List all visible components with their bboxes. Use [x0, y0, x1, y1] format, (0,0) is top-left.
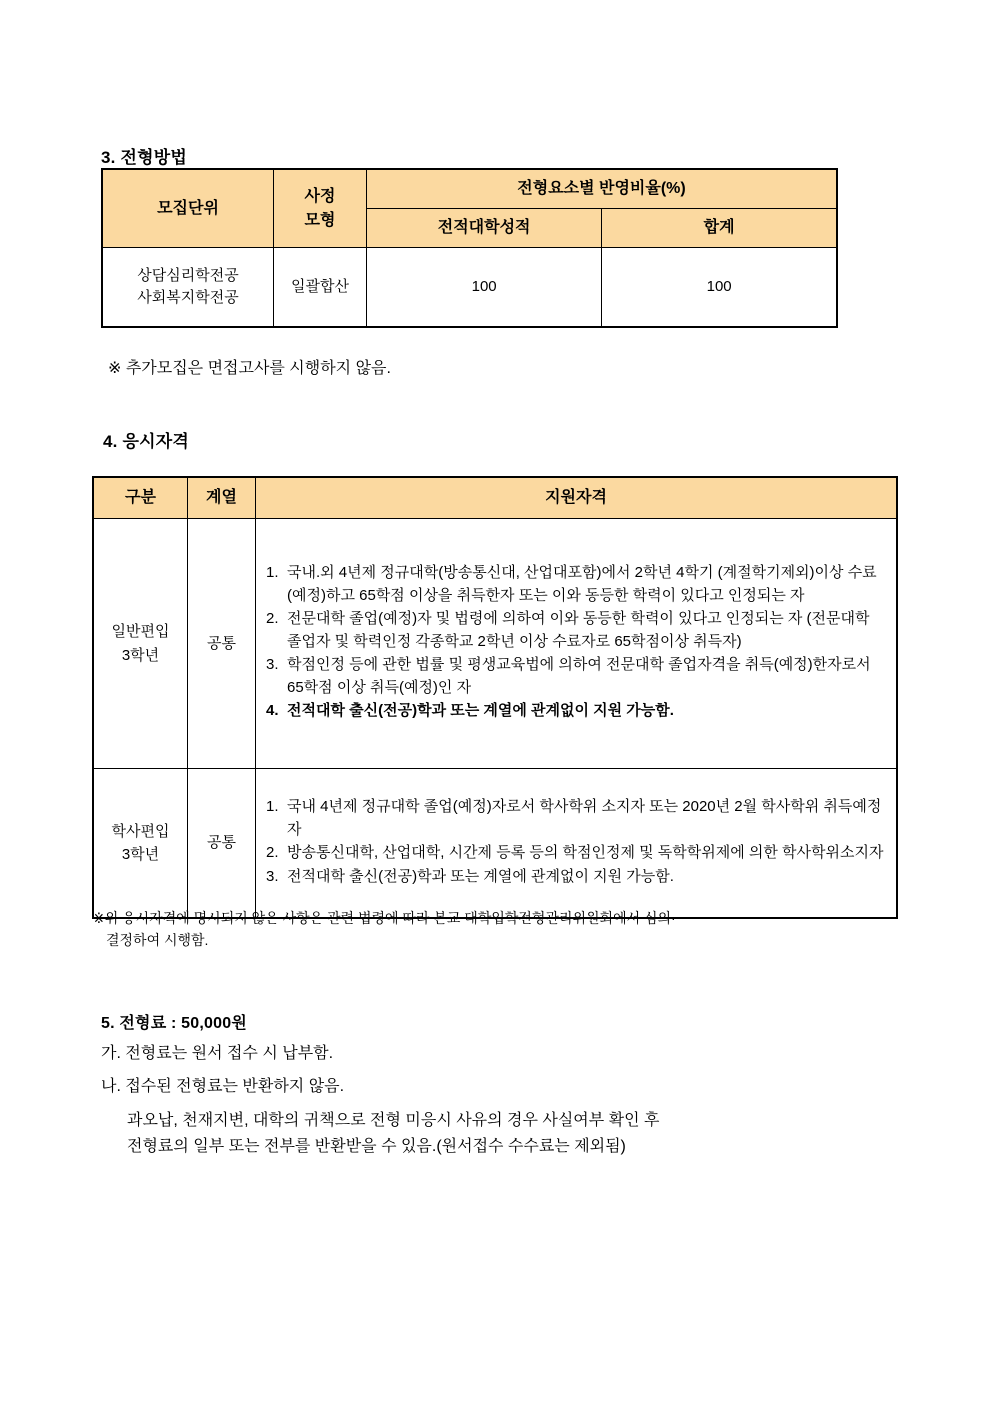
list-item	[266, 608, 888, 653]
cell-qualification-bachelor	[256, 769, 898, 919]
cell-selection-model: 일괄합산	[274, 248, 367, 328]
header-category: 구분	[93, 477, 188, 519]
cell-qualification-general	[256, 519, 898, 769]
fee-refund-line1: 과오납, 천재지변, 대학의 귀책으로 전형 미응시 사유의 경우 사실여부 확인 후	[127, 1112, 660, 1129]
fee-item-b: 나. 접수된 전형료는 반환하지 않음.	[101, 1078, 345, 1095]
cell-category-general-transfer	[93, 519, 188, 769]
list-item	[266, 796, 888, 841]
qualification-list	[266, 796, 888, 888]
cell-category-line1: 일반편입	[111, 623, 170, 641]
header-selection-model	[274, 169, 367, 248]
cell-recruit-unit-line1: 상담심리학전공	[137, 266, 239, 284]
section-heading-fee: 5. 전형료 : 50,000원	[101, 1015, 247, 1032]
list-item-number: 2.	[266, 610, 279, 628]
list-item-number: 3.	[266, 656, 279, 674]
table-row	[93, 769, 897, 919]
cell-total: 100	[602, 248, 837, 328]
eligibility-footnote-line1: ※위 응시자격에 명시되지 않은 사항은 관련 법령에 따라 본교 대학입학전형관리위원회에서 심의·	[93, 910, 676, 926]
section-heading-eligibility: 4. 응시자격	[103, 432, 189, 451]
header-total: 합계	[602, 209, 837, 248]
list-item-text: 학점인정 등에 관한 법률 및 평생교육법에 의하여 전문대학 졸업자격을 취득(예정)한자로서 65학점 이상 취득(예정)인 자	[287, 656, 871, 696]
list-item	[266, 866, 888, 889]
cell-category-line2: 3학년	[121, 646, 160, 664]
list-item-number: 2.	[266, 844, 279, 861]
eligibility-footnote	[93, 908, 913, 951]
table-row	[93, 519, 897, 769]
list-item-text: 국내 4년제 정규대학 졸업(예정)자로서 학사학위 소지자 또는 2020년 2월 학사학위 취득예정자	[287, 798, 882, 838]
list-item-number: 1.	[266, 564, 279, 582]
list-item	[266, 562, 888, 607]
list-item-number: 3.	[266, 867, 279, 885]
list-item	[266, 842, 888, 865]
list-item-text: 전적대학 출신(전공)학과 또는 계열에 관계없이 지원 가능함.	[287, 702, 674, 720]
header-qualification: 지원자격	[256, 477, 898, 519]
table-row	[102, 169, 837, 209]
header-selection-model-line2: 모형	[304, 211, 336, 229]
header-track: 계열	[188, 477, 256, 519]
fee-item-a: 가. 전형료는 원서 접수 시 납부함.	[101, 1045, 334, 1062]
table-row	[102, 248, 837, 328]
cell-track-general: 공통	[188, 519, 256, 769]
cell-recruit-unit	[102, 248, 274, 328]
cell-category-line2: 3학년	[121, 846, 160, 863]
list-item	[266, 700, 888, 723]
cell-category-line1: 학사편입	[111, 822, 170, 840]
header-selection-model-line1: 사정	[304, 188, 336, 206]
list-item	[266, 654, 888, 699]
list-item-text: 국내.외 4년제 정규대학(방송통신대, 산업대포함)에서 2학년 4학기 (계절학기제외)이상 수료(예정)하고 65학점 이상을 취득한자 또는 이와 동등한 학력이 있다고 인정되는 자	[287, 564, 877, 604]
cell-recruit-unit-line2: 사회복지학전공	[137, 289, 239, 306]
list-item-text: 방송통신대학, 산업대학, 시간제 등록 등의 학점인정제 및 독학학위제에 의한 학사학위소지자	[287, 844, 884, 861]
list-item-text: 전문대학 졸업(예정)자 및 법령에 의하여 이와 동등한 학력이 있다고 인정되는 자 (전문대학 졸업자 및 학력인정 각종학교 2학년 이상 수료자로 65학점이상 취득자)	[287, 610, 870, 650]
method-note: ※ 추가모집은 면접고사를 시행하지 않음.	[108, 360, 391, 377]
qualification-list	[266, 562, 888, 723]
fee-refund-line2: 전형료의 일부 또는 전부를 반환받을 수 있음.(원서접수 수수료는 제외됨)	[127, 1137, 626, 1155]
fee-section	[101, 1010, 901, 1160]
method-table	[101, 168, 838, 328]
section-heading-method: 3. 전형방법	[101, 148, 187, 167]
cell-category-bachelor-transfer	[93, 769, 188, 919]
header-ratio-group: 전형요소별 반영비율(%)	[367, 169, 838, 209]
eligibility-table	[92, 476, 898, 919]
table-row	[93, 477, 897, 519]
list-item-number: 4.	[266, 702, 279, 720]
list-item-text: 전적대학 출신(전공)학과 또는 계열에 관계없이 지원 가능함.	[287, 867, 674, 885]
header-previous-university-grade: 전적대학성적	[367, 209, 602, 248]
eligibility-footnote-line2: 결정하여 시행함.	[106, 931, 209, 948]
cell-track-bachelor: 공통	[188, 769, 256, 919]
header-recruit-unit: 모집단위	[102, 169, 274, 248]
cell-previous-university-grade: 100	[367, 248, 602, 328]
list-item-number: 1.	[266, 798, 279, 815]
